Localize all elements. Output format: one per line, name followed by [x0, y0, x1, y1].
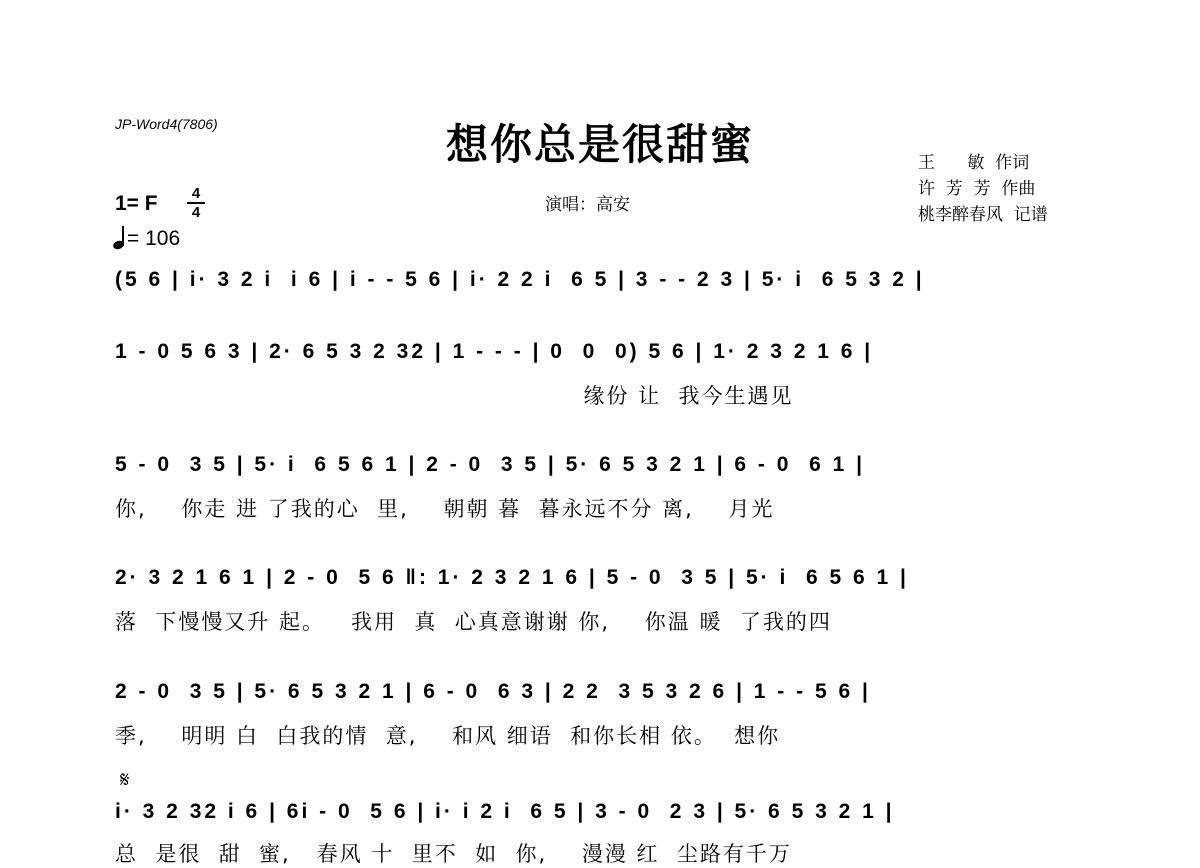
lyric-line-4: 落 下慢慢又升 起。 我用 真 心真意谢谢 你, 你温 暖 了我的四 [115, 610, 832, 634]
time-signature [187, 186, 205, 220]
notation-line-5: 2 - 0 3 5 | 5· 6 5 3 2 1 | 6 - 0 6 3 | 2 2 3 5 3 2 6 | 1 - - 5 6 | [115, 680, 871, 703]
notation-line-6: i· 3 2 32 i 6 | 6i - 0 5 6 | i· i 2 i 6 5 | 3 - 0 2 3 | 5· 6 5 3 2 1 | [115, 800, 895, 823]
song-title: 想你总是很甜蜜 [445, 120, 754, 169]
software-watermark: JP-Word4(7806) [115, 116, 218, 132]
singer-credit: 演唱：高安 [545, 195, 630, 215]
segno-sign: 𝄋 [120, 768, 130, 793]
lyric-line-5: 季, 明明 白 白我的情 意, 和风 细语 和你长相 依。 想你 [115, 724, 781, 748]
notation-line-2: 1 - 0 5 6 3 | 2· 6 5 3 2 32 | 1 - - - | 0 0 0) 5 6 | 1· 2 3 2 1 6 | [115, 340, 874, 363]
lyric-line-2: 缘份 让 我今生遇见 [115, 384, 794, 408]
time-signature-denominator: 4 [191, 204, 201, 221]
notation-line-1: (5 6 | i· 3 2 i i 6 | i - - 5 6 | i· 2 2 i 6 5 | 3 - - 2 3 | 5· i 6 5 3 2 | [115, 268, 925, 291]
tempo-marking [113, 225, 180, 251]
transcriber-credit: 桃李醉春风 记谱 [918, 205, 1048, 225]
notation-line-4: 2· 3 2 1 6 1 | 2 - 0 5 6 ‖: 1· 2 3 2 1 6 | 5 - 0 3 5 | 5· i 6 5 6 1 | [115, 566, 909, 589]
lyric-line-6: 总 是很 甜 蜜, 春风 十 里不 如 你, 漫漫 红 尘路有千万 [115, 842, 792, 866]
tempo-value: = 106 [127, 227, 181, 250]
key-signature: 1= F [115, 192, 158, 215]
lyricist-credit: 王 敏 作词 [918, 153, 1030, 173]
composer-credit: 许 芳 芳 作曲 [918, 179, 1036, 199]
lyric-line-3: 你, 你走 进 了我的心 里, 朝朝 暮 暮永远不分 离, 月光 [115, 497, 775, 521]
quarter-note-icon [113, 225, 127, 249]
notation-line-3: 5 - 0 3 5 | 5· i 6 5 6 1 | 2 - 0 3 5 | 5· 6 5 3 2 1 | 6 - 0 6 1 | [115, 453, 866, 476]
author-credits [918, 150, 1048, 228]
time-signature-numerator: 4 [187, 186, 205, 204]
